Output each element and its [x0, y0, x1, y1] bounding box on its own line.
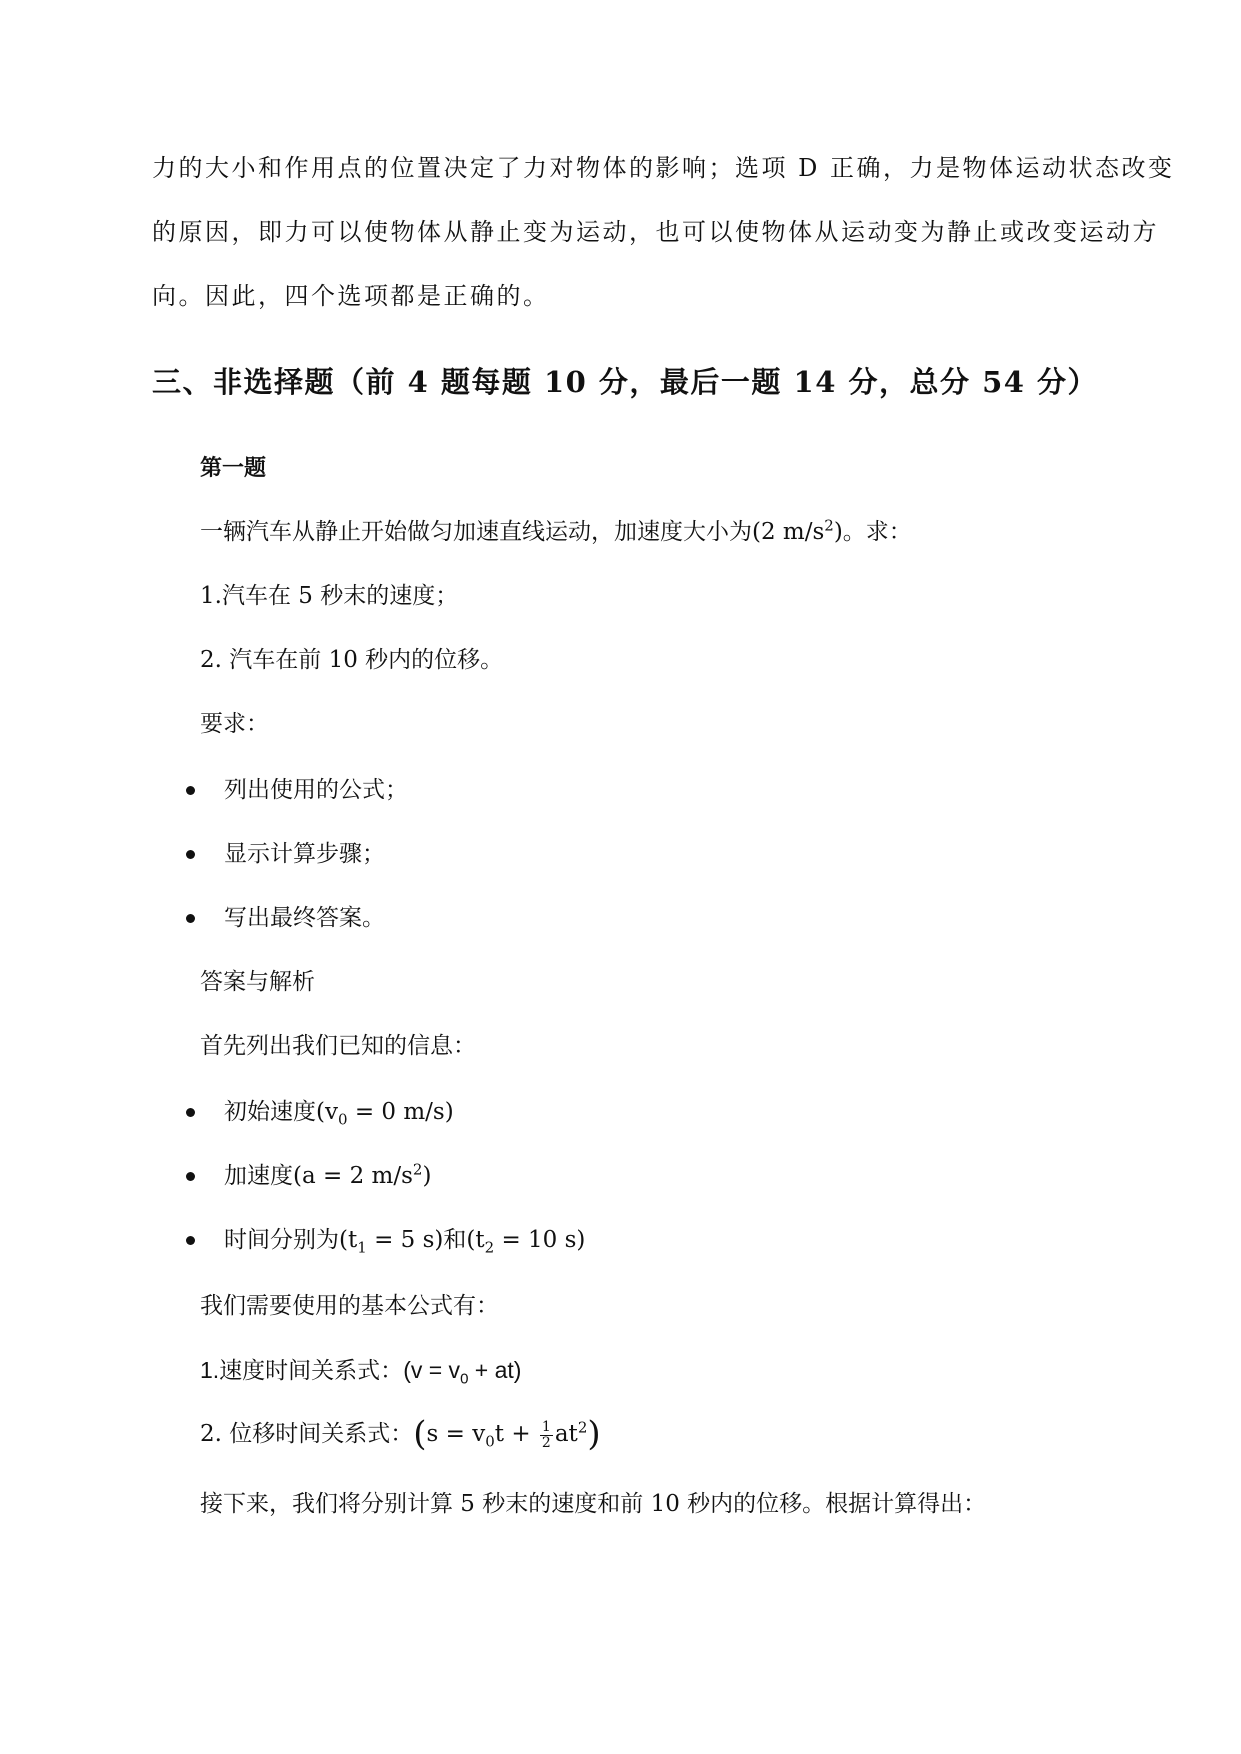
formula-2-close-paren: ) [587, 1414, 601, 1454]
formula-2-subscript: 0 [485, 1432, 495, 1451]
intro-line-1: 力的大小和作用点的位置决定了力对物体的影响；选项 D 正确，力是物体运动状态改变 [152, 154, 1175, 182]
formula-2-math-mid: t + [494, 1421, 538, 1447]
known-2-exponent: 2 [412, 1160, 423, 1179]
stem-text: 一辆汽车从静止开始做匀加速直线运动，加速度大小为 [200, 519, 752, 545]
fraction-denominator: 2 [541, 1434, 551, 1451]
known-2-text: 加速度 [224, 1163, 293, 1189]
known-item-1 [224, 1096, 454, 1128]
stem-math-base: (2 m/s [752, 519, 825, 545]
known-2-math: (a = 2 m/s [293, 1163, 413, 1189]
known-1-text: 初始速度 [224, 1099, 316, 1125]
formula-2-math-tail: at [554, 1421, 578, 1447]
fraction-numerator: 1 [541, 1418, 551, 1435]
intro-line-2: 的原因，即力可以使物体从静止变为运动，也可以使物体从运动变为静止或改变运动方 [152, 218, 1159, 246]
formula-2-open-paren: ( [413, 1414, 427, 1454]
known-3-subscript-1: 1 [357, 1238, 367, 1257]
formula-2-exponent: 2 [577, 1418, 588, 1437]
formula-1-math: (v = v [403, 1357, 461, 1383]
requirements-label: 要求： [200, 711, 269, 737]
known-1-subscript: 0 [337, 1110, 348, 1129]
bullet-icon [186, 1108, 195, 1117]
formula-1-label: 1.速度时间关系式： [200, 1357, 404, 1383]
known-3-math-t2-value: = 10 s) [494, 1227, 586, 1253]
next-step-text: 接下来，我们将分别计算 5 秒末的速度和前 10 秒内的位移。根据计算得出： [200, 1491, 987, 1517]
formula-2-fraction [540, 1420, 553, 1451]
known-3-math-t1: (t [339, 1227, 358, 1253]
bullet-icon [186, 786, 195, 795]
formula-2-math: s = v [426, 1421, 486, 1447]
requirement-item: 显示计算步骤； [224, 841, 385, 867]
bullet-icon [186, 1236, 195, 1245]
known-3-text: 时间分别为 [224, 1227, 339, 1253]
question-title: 第一题 [200, 455, 267, 481]
known-3-subscript-2: 2 [484, 1238, 495, 1257]
known-1-math: (v [316, 1099, 338, 1125]
known-2-math-rest: ) [422, 1163, 432, 1189]
stem-end: )。求： [833, 519, 912, 545]
formula-1-math-rest: + at) [468, 1357, 522, 1383]
known-item-3 [224, 1224, 585, 1256]
formula-1 [200, 1354, 521, 1387]
section-heading: 三、非选择题（前 4 题每题 10 分，最后一题 14 分，总分 54 分） [152, 365, 1099, 399]
known-1-math-rest: = 0 m/s) [347, 1099, 454, 1125]
bullet-icon [186, 914, 195, 923]
formula-2 [200, 1414, 601, 1454]
known-intro: 首先列出我们已知的信息： [200, 1033, 476, 1059]
requirement-item: 写出最终答案。 [224, 905, 385, 931]
known-3-math-t2: (t [466, 1227, 485, 1253]
formula-1-subscript: 0 [460, 1370, 469, 1388]
known-item-2 [224, 1160, 431, 1192]
answer-label: 答案与解析 [200, 969, 315, 995]
bullet-icon [186, 1172, 195, 1181]
known-3-and: 和 [443, 1227, 467, 1253]
question-stem [200, 516, 912, 548]
question-item-2: 2. 汽车在前 10 秒内的位移。 [200, 647, 504, 673]
known-3-math-t1-value: = 5 s) [366, 1227, 444, 1253]
stem-math [752, 516, 834, 545]
requirement-item: 列出使用的公式； [224, 777, 408, 803]
formula-intro: 我们需要使用的基本公式有： [200, 1293, 499, 1319]
formula-2-label: 2. 位移时间关系式： [200, 1421, 414, 1447]
bullet-icon [186, 850, 195, 859]
stem-math-exponent: 2 [824, 516, 834, 535]
question-item-1: 1.汽车在 5 秒末的速度； [200, 583, 459, 609]
intro-line-3: 向。因此，四个选项都是正确的。 [152, 282, 550, 310]
